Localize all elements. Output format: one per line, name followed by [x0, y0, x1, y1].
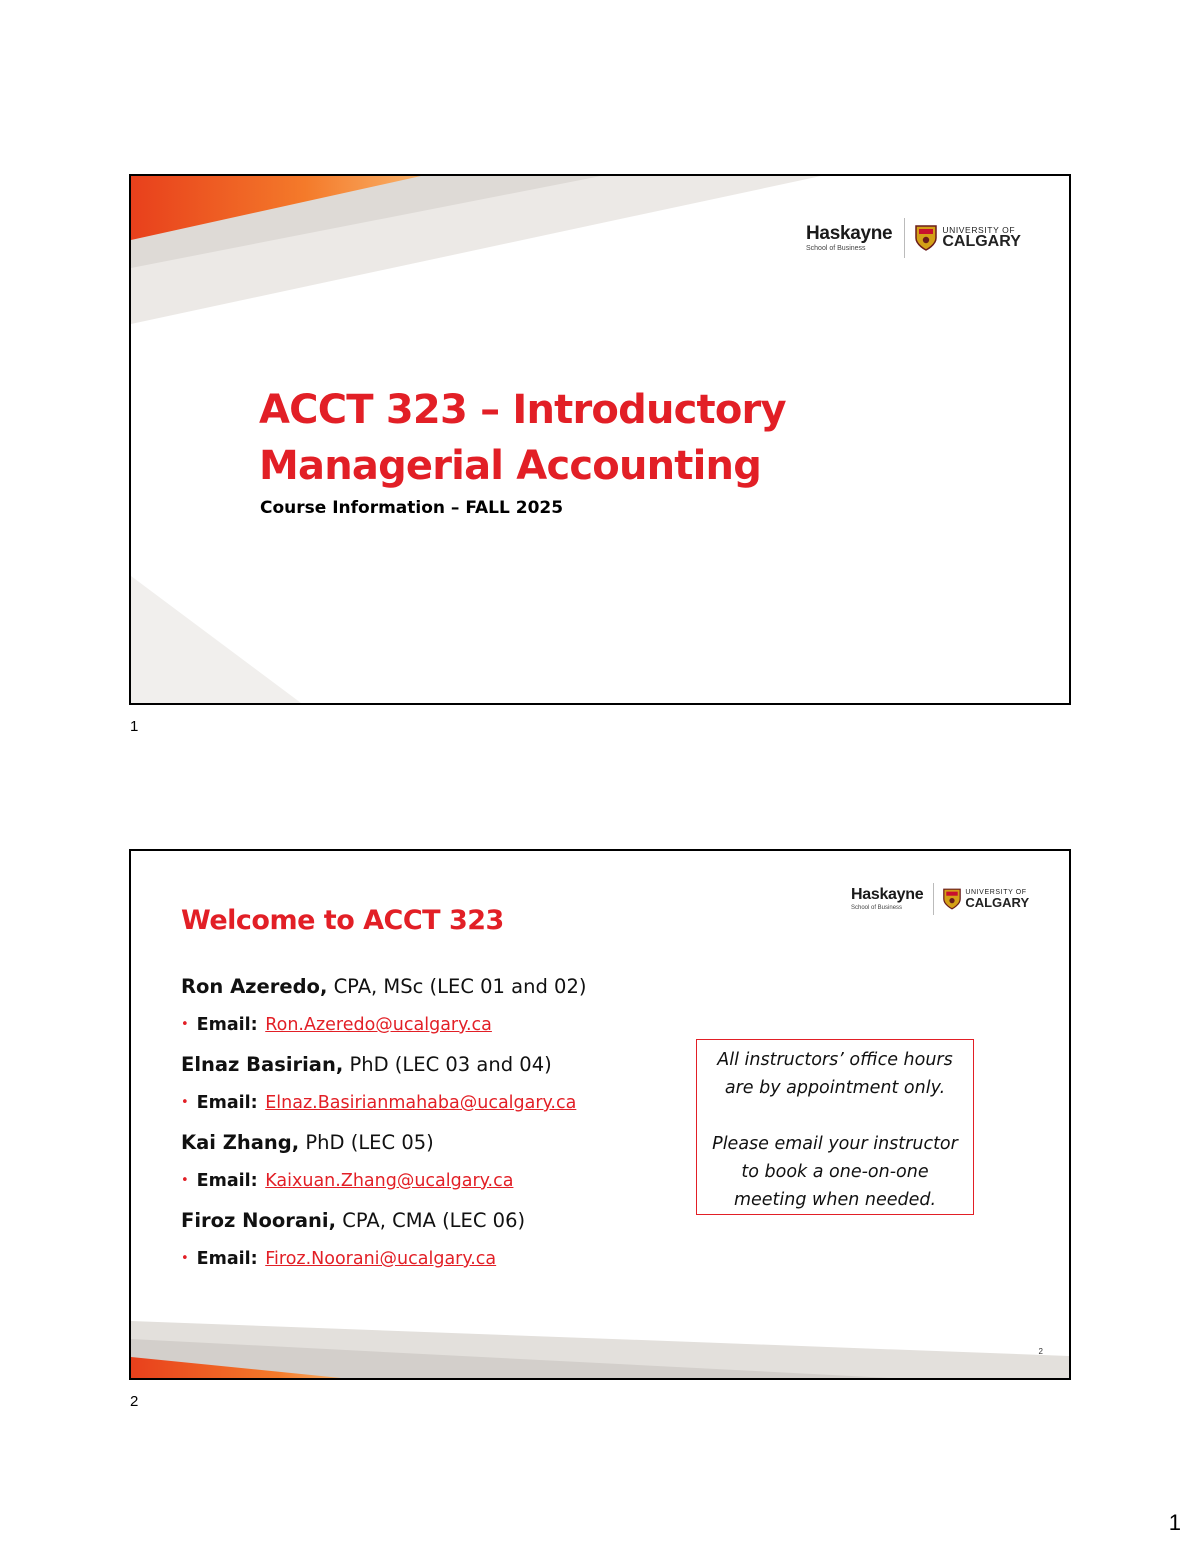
instructor-item — [181, 1129, 741, 1195]
slide-title-line-1: ACCT 323 – Introductory — [259, 387, 786, 433]
slide-1 — [129, 174, 1071, 705]
haskayne-logo-subtitle: School of Business — [806, 245, 866, 252]
ucalgary-logo-name: CALGARY — [965, 895, 1030, 910]
bullet-icon: • — [181, 1095, 189, 1110]
notice-line: Please email your instructor — [712, 1134, 958, 1154]
instructor-name: Firoz Noorani, — [181, 1209, 337, 1232]
email-label: Email: — [196, 1249, 258, 1269]
logo-group — [806, 218, 1021, 258]
instructor-name: Kai Zhang, — [181, 1131, 300, 1154]
instructor-email-link[interactable]: Elnaz.Basirianmahaba@ucalgary.ca — [265, 1093, 577, 1113]
notice-line: are by appointment only. — [724, 1078, 946, 1098]
crest-icon — [915, 225, 937, 251]
office-hours-notice — [696, 1039, 974, 1215]
instructor-list — [181, 973, 741, 1285]
ucalgary-logo — [943, 888, 1029, 910]
slide-title — [259, 382, 786, 494]
bullet-icon: • — [181, 1173, 189, 1188]
slide-heading: Welcome to ACCT 323 — [181, 905, 504, 936]
haskayne-logo — [806, 224, 892, 252]
instructor-email-link[interactable]: Firoz.Noorani@ucalgary.ca — [265, 1249, 497, 1269]
instructor-item — [181, 1207, 741, 1273]
page-number: 1 — [1168, 1510, 1181, 1535]
email-label: Email: — [196, 1015, 258, 1035]
email-label: Email: — [196, 1093, 258, 1113]
instructor-item — [181, 973, 741, 1039]
notice-line: meeting when needed. — [733, 1190, 937, 1210]
instructor-details: PhD (LEC 03 and 04) — [349, 1053, 552, 1076]
slide-number-1: 1 — [130, 718, 139, 735]
ucalgary-logo-name: CALGARY — [942, 233, 1021, 251]
ucalgary-logo — [915, 225, 1021, 251]
haskayne-logo-subtitle: School of Business — [851, 905, 903, 911]
logo-divider — [933, 883, 934, 915]
instructor-details: CPA, MSc (LEC 01 and 02) — [333, 975, 587, 998]
slide-title-line-2: Managerial Accounting — [259, 443, 762, 489]
ucalgary-logo-line: UNIVERSITY OF — [965, 889, 1027, 896]
instructor-email-link[interactable]: Ron.Azeredo@ucalgary.ca — [265, 1015, 492, 1035]
logo-divider — [904, 218, 905, 258]
slide-subtitle: Course Information – FALL 2025 — [260, 498, 564, 518]
instructor-name: Ron Azeredo, — [181, 975, 328, 998]
crest-icon — [943, 888, 961, 910]
instructor-details: CPA, CMA (LEC 06) — [342, 1209, 526, 1232]
bullet-icon: • — [181, 1251, 189, 1266]
bullet-icon: • — [181, 1017, 189, 1032]
slide-2 — [129, 849, 1071, 1380]
instructor-email-link[interactable]: Kaixuan.Zhang@ucalgary.ca — [265, 1171, 514, 1191]
instructor-item — [181, 1051, 741, 1117]
notice-line: All instructors’ office hours — [717, 1050, 953, 1070]
ucalgary-logo-line: UNIVERSITY OF — [942, 224, 1016, 235]
haskayne-logo-name: Haskayne — [806, 223, 893, 244]
slide-inner-number: 2 — [1038, 1347, 1043, 1356]
haskayne-logo — [851, 887, 923, 911]
instructor-details: PhD (LEC 05) — [305, 1131, 434, 1154]
instructor-name: Elnaz Basirian, — [181, 1053, 344, 1076]
logo-group — [851, 883, 1029, 915]
notice-line: to book a one-on-one — [741, 1162, 929, 1182]
slide-number-2: 2 — [130, 1393, 139, 1410]
haskayne-logo-name: Haskayne — [851, 886, 924, 903]
email-label: Email: — [196, 1171, 258, 1191]
